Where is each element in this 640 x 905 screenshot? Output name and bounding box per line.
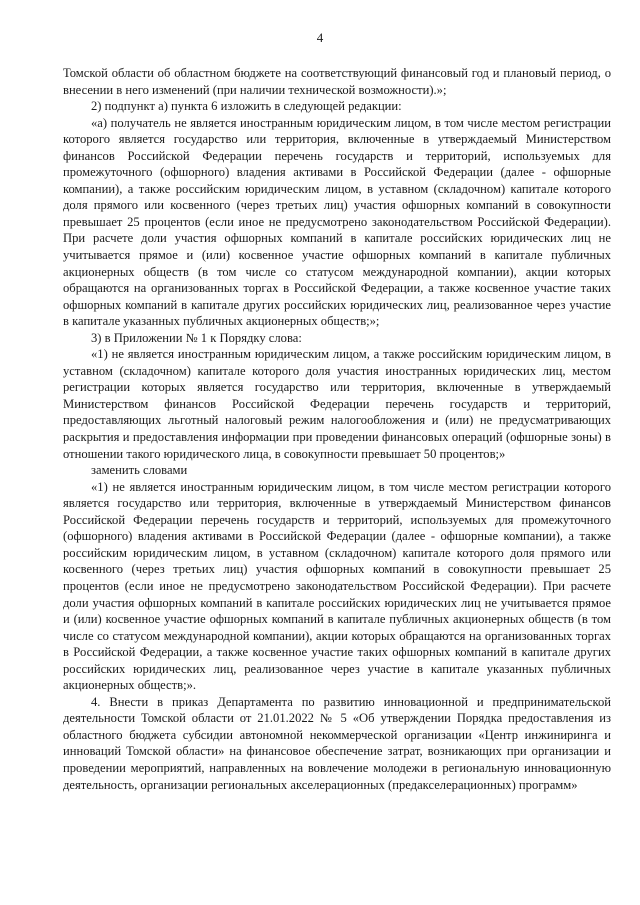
paragraph-item-3-new-text: «1) не является иностранным юридическим лицом, в том числе местом регистрации которого является государство или территория, включенные в утверждаемый Министерством финансов Российской Федерации перечень государств и территорий, используемых для промежуточного (офшорного) владения активами в Российской Федерации (далее - офшорные компании), а также российским юридическим лицом, в уставном (складочном) капитале которого доля прямого или косвенного (через третьих лиц) участия офшорных компаний в совокупности превышает 25 процентов (если иное не предусмотрено законодательством Российской Федерации). При расчете доли участия офшорных компаний в капитале российских юридических лиц не учитывается прямое и (или) косвенное участие офшорных компаний в капитале публичных акционерных обществ (в том числе со статусом международной компании), акции которых обращаются на организованных торгах в Российской Федерации, а также косвенное участие таких офшорных компаний в капитале других российских юридических лиц, реализованное через участие в капитале указанных публичных акционерных обществ;». [63,479,611,693]
page-number: 4 [316,30,324,45]
document-body [63,65,611,793]
paragraph-item-4: 4. Внести в приказ Департамента по развитию инновационной и предпринимательской деятельности Томской области от 21.01.2022 № 5 «Об утверждении Порядка предоставления из областного бюджета субсидии автономной некоммерческой организации «Центр инжиниринга и инноваций Томской области» на финансовое обеспечение затрат, возникающих при организации и проведении мероприятий, направленных на вовлечение молодежи в региональную инновационную деятельность, организации региональных акселерационных (предакселерационных) программ» [63,694,611,792]
paragraph-item-2-heading: 2) подпункт а) пункта 6 изложить в следующей редакции: [91,99,402,114]
paragraph-item-2-new-text: «а) получатель не является иностранным юридическим лицом, в том числе местом регистрации которого является государство или территория, включенные в утверждаемый Министерством финансов Российской Федерации перечень государств и территорий, используемых для промежуточного (офшорного) владения активами в Российской Федерации (далее - офшорные компании), а также российским юридическим лицом, в уставном (складочном) капитале которого доля прямого или косвенного (через третьих лиц) участия офшорных компаний в совокупности превышает 25 процентов (если иное не предусмотрено законодательством Российской Федерации). При расчете доли участия офшорных компаний в капитале российских юридических лиц не учитывается прямое и (или) косвенное участие офшорных компаний в капитале публичных акционерных обществ (в том числе со статусом международной компании), акции которых обращаются на организованных торгах в Российской Федерации, а также косвенное участие таких офшорных компаний в капитале других российских юридических лиц, реализованное через участие в капитале указанных публичных акционерных обществ;»; [63,115,611,329]
paragraph-continuation: Томской области об областном бюджете на соответствующий финансовый год и плановый период, о внесении в него изменений (при наличии технической возможности).»; [63,66,611,97]
paragraph-item-3-heading: 3) в Приложении № 1 к Порядку слова: [91,330,302,345]
paragraph-replace-with: заменить словами [91,463,188,478]
paragraph-item-3-old-text: «1) не является иностранным юридическим лицом, а также российским юридическим лицом, в уставном (складочном) капитале которого доля участия иностранных юридических лиц, местом регистрации которых является государство или территория, включенные в утверждаемый Министерством финансов Российской Федерации перечень государств и территорий, предоставляющих льготный налоговый режим налогообложения и (или) не предусматривающих раскрытия и предоставления информации при проведении финансовых операций (офшорные зоны) в отношении такого юридического лица, в совокупности превышает 50 процентов;» [63,347,611,461]
